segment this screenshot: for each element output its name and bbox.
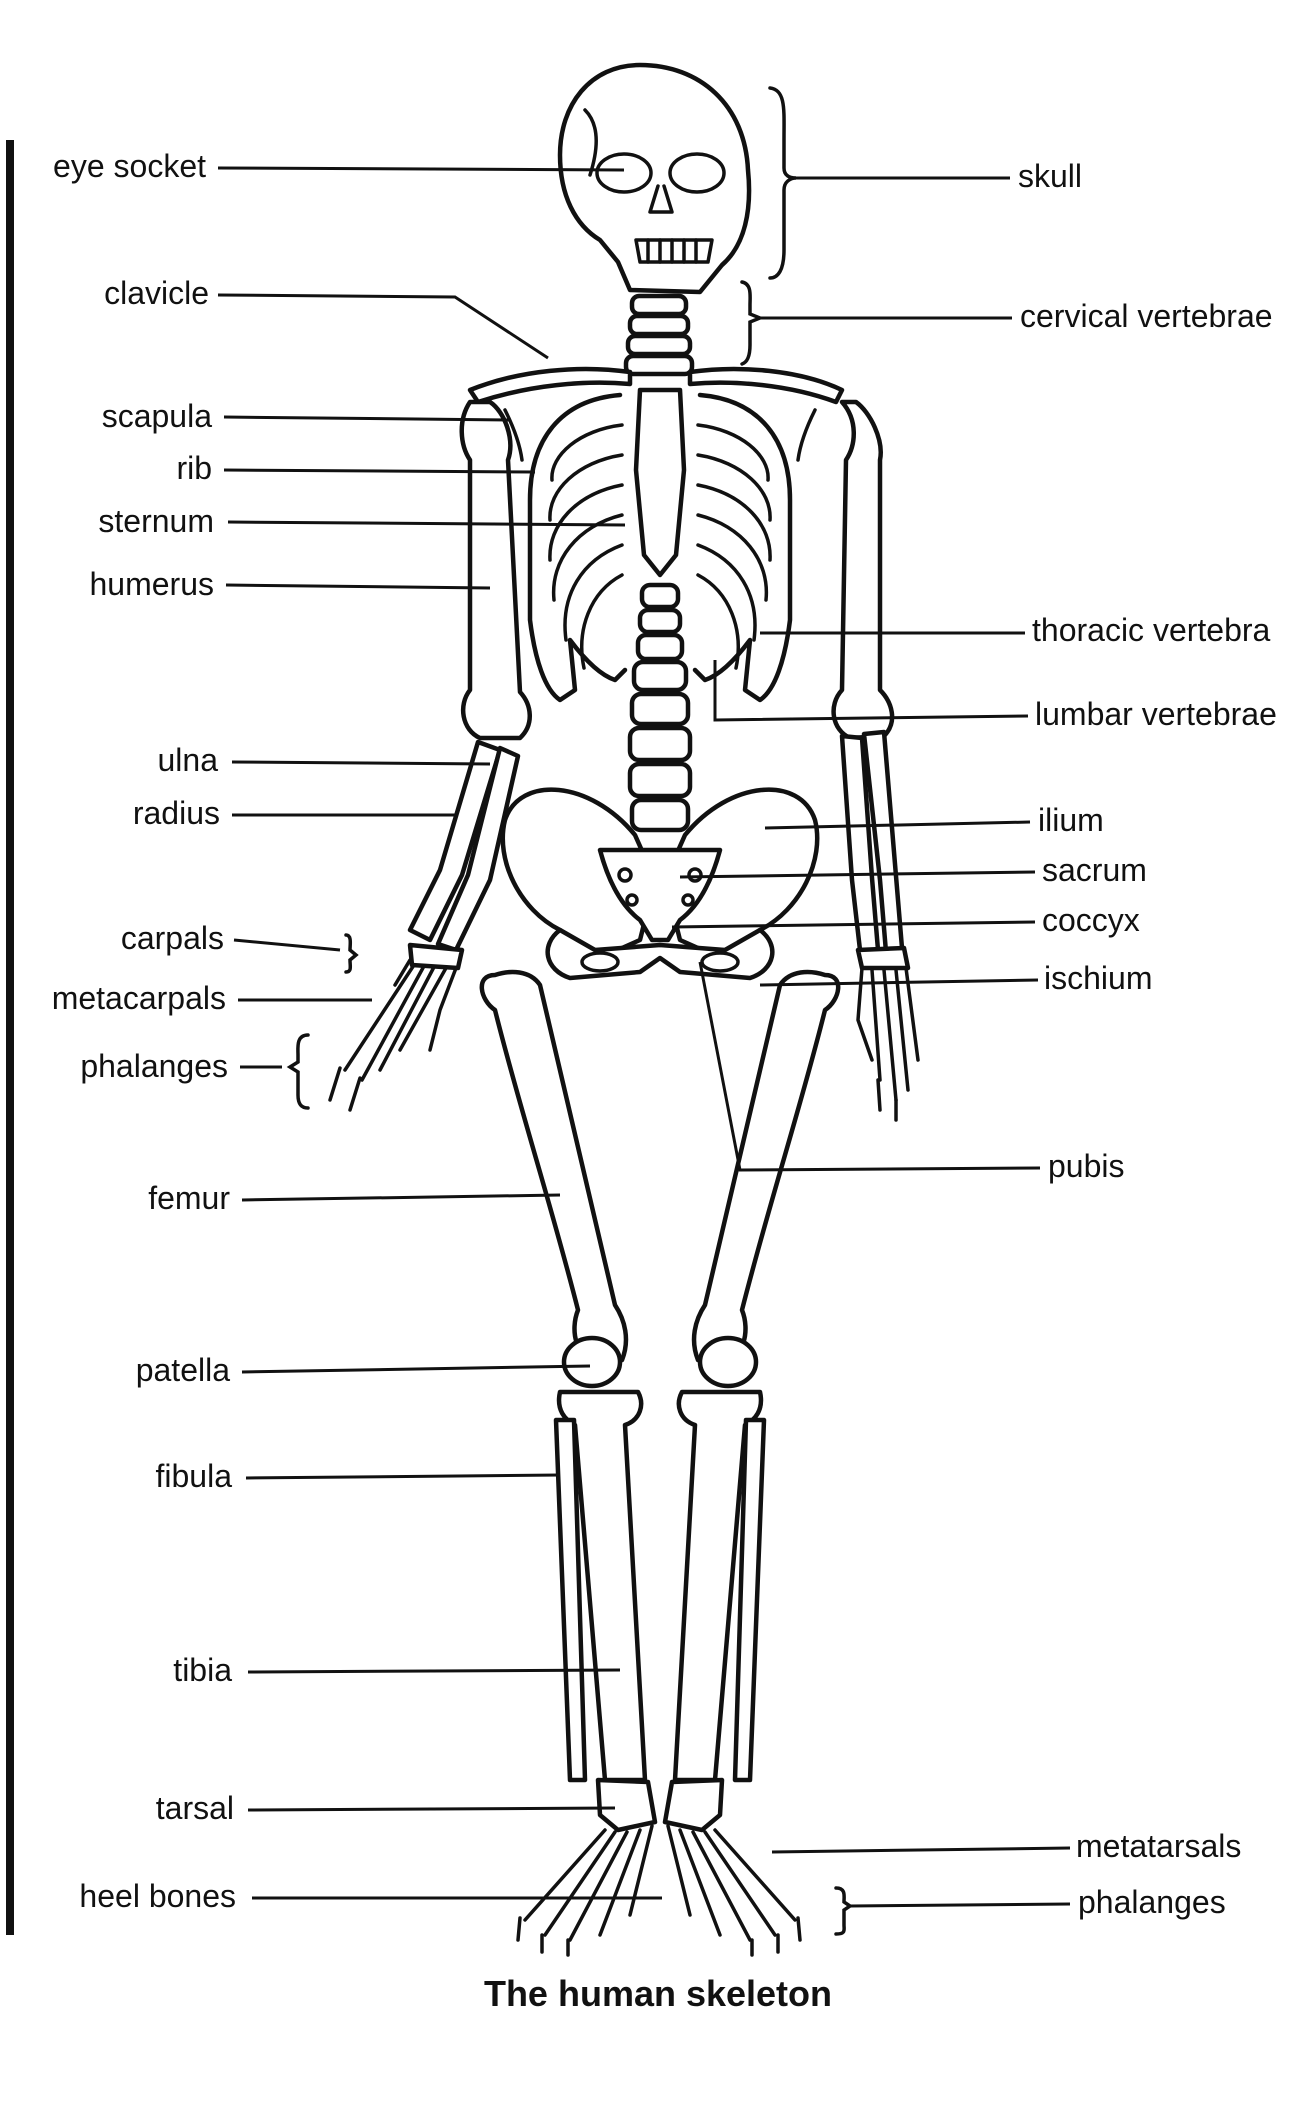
- label-phalanges-hand: phalanges: [80, 1048, 228, 1084]
- label-femur: femur: [148, 1180, 230, 1216]
- label-ulna: ulna: [157, 742, 218, 778]
- neck-drawing: [626, 296, 692, 374]
- label-rib: rib: [176, 450, 212, 486]
- skull-drawing: [560, 65, 749, 292]
- spine-drawing: [630, 585, 690, 830]
- diagram-caption: The human skeleton: [483, 1973, 833, 2014]
- label-thoracic-vertebra: thoracic vertebra: [1032, 612, 1271, 648]
- label-pubis: pubis: [1048, 1148, 1125, 1184]
- label-patella: patella: [135, 1352, 230, 1388]
- label-sacrum: sacrum: [1042, 852, 1147, 888]
- label-carpals: carpals: [120, 920, 224, 956]
- label-tibia: tibia: [173, 1652, 232, 1688]
- label-ischium: ischium: [1044, 960, 1153, 996]
- label-scapula: scapula: [101, 398, 212, 434]
- label-ilium: ilium: [1038, 802, 1104, 838]
- label-coccyx: coccyx: [1042, 902, 1140, 938]
- label-sternum: sternum: [98, 503, 214, 539]
- label-lumbar-vertebrae: lumbar vertebrae: [1035, 696, 1277, 732]
- label-metacarpals: metacarpals: [51, 980, 226, 1016]
- label-heel-bones: heel bones: [79, 1878, 236, 1914]
- right-hand-drawing: [858, 948, 918, 1120]
- label-eye-socket: eye socket: [53, 148, 206, 184]
- label-phalanges-foot: phalanges: [1078, 1884, 1226, 1920]
- right-foot-drawing: [665, 1780, 800, 1955]
- label-cervical-vertebrae: cervical vertebrae: [1020, 298, 1273, 334]
- label-skull: skull: [1018, 158, 1083, 194]
- label-tarsal: tarsal: [155, 1790, 234, 1826]
- label-metatarsals: metatarsals: [1076, 1828, 1242, 1864]
- label-fibula: fibula: [155, 1458, 232, 1494]
- label-clavicle: clavicle: [104, 275, 209, 311]
- label-humerus: humerus: [89, 566, 214, 602]
- left-foot-drawing: [518, 1780, 655, 1955]
- label-radius: radius: [132, 795, 220, 831]
